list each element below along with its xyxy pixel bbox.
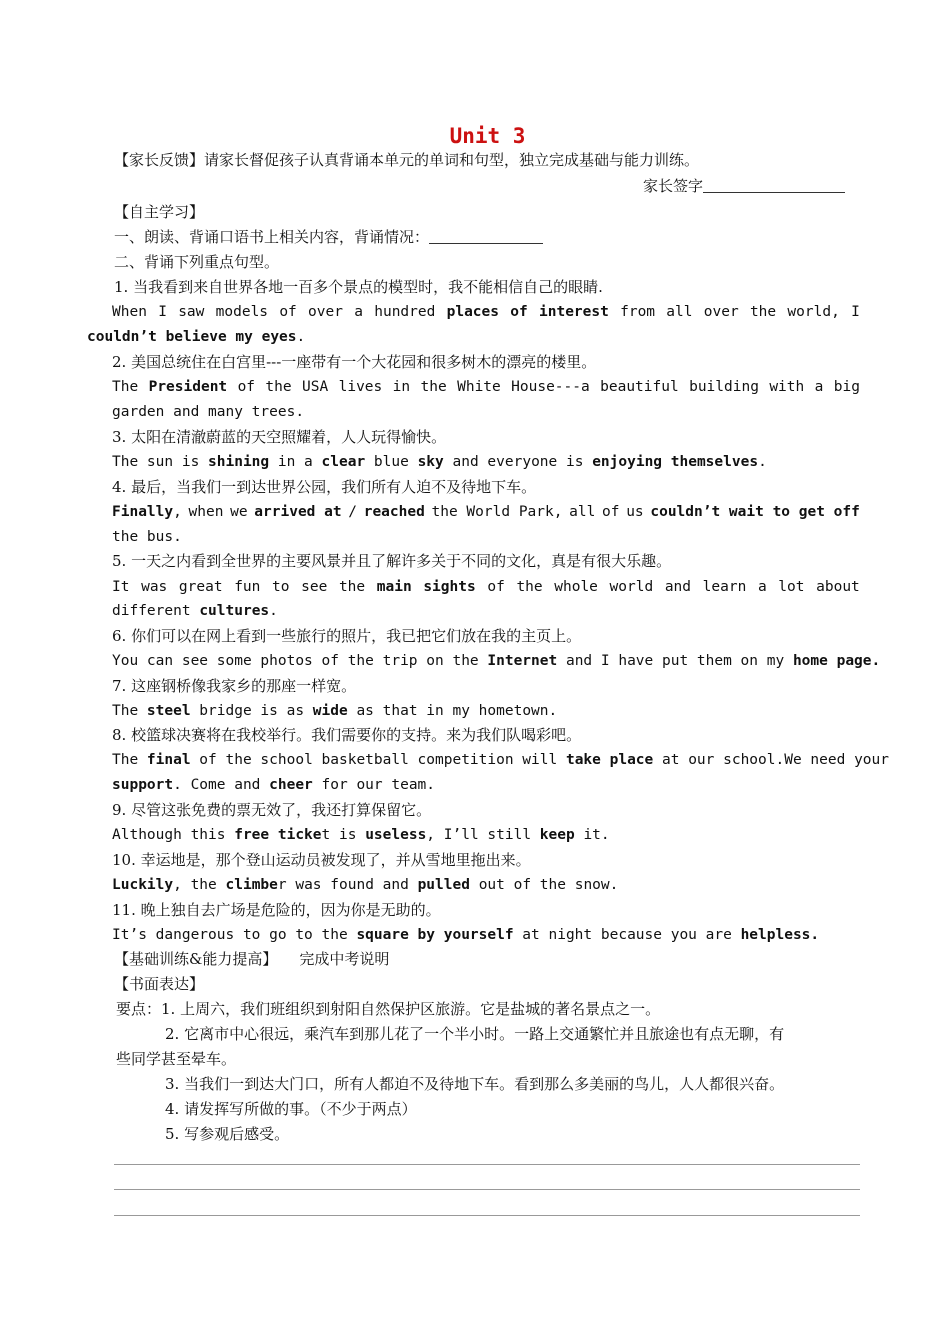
sentence-3-en: The sun is shining in a clear blue sky and everyone is enjoying themselves. bbox=[112, 454, 767, 470]
sentence-8-en-cont: support. Come and cheer for our team. bbox=[112, 777, 436, 793]
parent-feedback bbox=[114, 150, 699, 170]
writing-point-3: 3. 当我们一到达大门口，所有人都迫不及待地下车。看到那么多美丽的鸟儿，人人都很兴奋。 bbox=[165, 1075, 785, 1093]
page-title: Unit 3 bbox=[449, 124, 526, 148]
self-study-item-1-text: 一、朗读、背诵口语书上相关内容，背诵情况： bbox=[114, 228, 430, 246]
sentence-7-en: The steel bridge is as wide as that in my hometown. bbox=[112, 703, 558, 719]
training-text: 完成中考说明 bbox=[299, 950, 390, 968]
writing-point-5: 5. 写参观后感受。 bbox=[165, 1125, 290, 1143]
self-study-item-1 bbox=[114, 227, 543, 247]
writing-point-2: 2. 它离市中心很远，乘汽车到那儿花了一个半小时。一路上交通繁忙并且旅途也有点无聊，有 bbox=[165, 1025, 785, 1043]
answer-line[interactable] bbox=[114, 1189, 860, 1190]
sentence-9-en: Although this free ticket is useless, I’ll still keep it. bbox=[112, 827, 610, 843]
sentence-7-cn: 7. 这座钢桥像我家乡的那座一样宽。 bbox=[112, 677, 357, 695]
parent-feedback-label: 【家长反馈】 bbox=[114, 151, 205, 169]
sentence-2-en: The President of the USA lives in the White House---a beautiful building with a big bbox=[112, 379, 860, 395]
sentence-11-cn: 11. 晚上独自去广场是危险的，因为你是无助的。 bbox=[112, 901, 441, 919]
sentence-10-en: Luckily, the climber was found and pulled out of the snow. bbox=[112, 877, 619, 893]
sentence-1-cn: 1. 当我看到来自世界各地一百多个景点的模型时，我不能相信自己的眼睛. bbox=[114, 278, 603, 296]
writing-point-1-text: 1. 上周六，我们班组织到射阳自然保护区旅游。它是盐城的著名景点之一。 bbox=[161, 1000, 661, 1018]
sentence-6-cn: 6. 你们可以在网上看到一些旅行的照片，我已把它们放在我的主页上。 bbox=[112, 627, 582, 645]
answer-line[interactable] bbox=[114, 1164, 860, 1165]
self-study-item-2: 二、背诵下列重点句型。 bbox=[114, 253, 280, 271]
parent-signature-label: 家长签字 bbox=[643, 177, 704, 195]
sentence-4-en: Finally, when we arrived at / reached the World Park, all of us couldn’t wait to get off bbox=[112, 504, 860, 520]
sentence-1-en-cont: couldn’t believe my eyes. bbox=[87, 329, 306, 345]
sentence-4-en-cont: the bus. bbox=[112, 529, 182, 545]
sentence-2-cn: 2. 美国总统住在白宫里---一座带有一个大花园和很多树木的漂亮的楼里。 bbox=[112, 353, 597, 371]
writing-points-label: 要点： bbox=[116, 1000, 162, 1018]
sentence-5-en: It was great fun to see the main sights of the whole world and learn a lot about bbox=[112, 579, 860, 595]
writing-point-1 bbox=[116, 999, 660, 1019]
writing-heading: 【书面表达】 bbox=[114, 975, 205, 993]
sentence-5-cn: 5. 一天之内看到全世界的主要风景并且了解许多关于不同的文化，真是有很大乐趣。 bbox=[112, 552, 672, 570]
answer-line[interactable] bbox=[114, 1215, 860, 1216]
sentence-1-en: When I saw models of over a hundred places of interest from all over the world, I bbox=[112, 304, 860, 320]
sentence-2-en-cont: garden and many trees. bbox=[112, 404, 305, 420]
recitation-status-field[interactable] bbox=[429, 229, 543, 244]
parent-signature bbox=[643, 176, 845, 196]
sentence-6-en: You can see some photos of the trip on the Internet and I have put them on my home page. bbox=[112, 653, 881, 669]
sentence-10-cn: 10. 幸运地是，那个登山运动员被发现了，并从雪地里拖出来。 bbox=[112, 851, 531, 869]
sentence-8-en: The final of the school basketball competition will take place at our school.We need your bbox=[112, 752, 889, 768]
sentence-5-en-cont: different cultures. bbox=[112, 603, 278, 619]
writing-point-4: 4. 请发挥写所做的事。（不少于两点） bbox=[165, 1100, 417, 1118]
training-heading: 【基础训练&能力提高】 bbox=[114, 950, 278, 968]
sentence-3-cn: 3. 太阳在清澈蔚蓝的天空照耀着，人人玩得愉快。 bbox=[112, 428, 447, 446]
parent-signature-field[interactable] bbox=[703, 178, 845, 193]
sentence-8-cn: 8. 校篮球决赛将在我校举行。我们需要你的支持。来为我们队喝彩吧。 bbox=[112, 726, 582, 744]
sentence-11-en: It’s dangerous to go to the square by yourself at night because you are helpless. bbox=[112, 927, 820, 943]
parent-feedback-text: 请家长督促孩子认真背诵本单元的单词和句型，独立完成基础与能力训练。 bbox=[204, 151, 700, 169]
sentence-4-cn: 4. 最后，当我们一到达世界公园，我们所有人迫不及待地下车。 bbox=[112, 478, 537, 496]
sentence-9-cn: 9. 尽管这张免费的票无效了，我还打算保留它。 bbox=[112, 801, 432, 819]
writing-point-2-cont: 些同学甚至晕车。 bbox=[116, 1050, 237, 1068]
self-study-heading: 【自主学习】 bbox=[114, 203, 205, 221]
training-section bbox=[114, 949, 389, 969]
